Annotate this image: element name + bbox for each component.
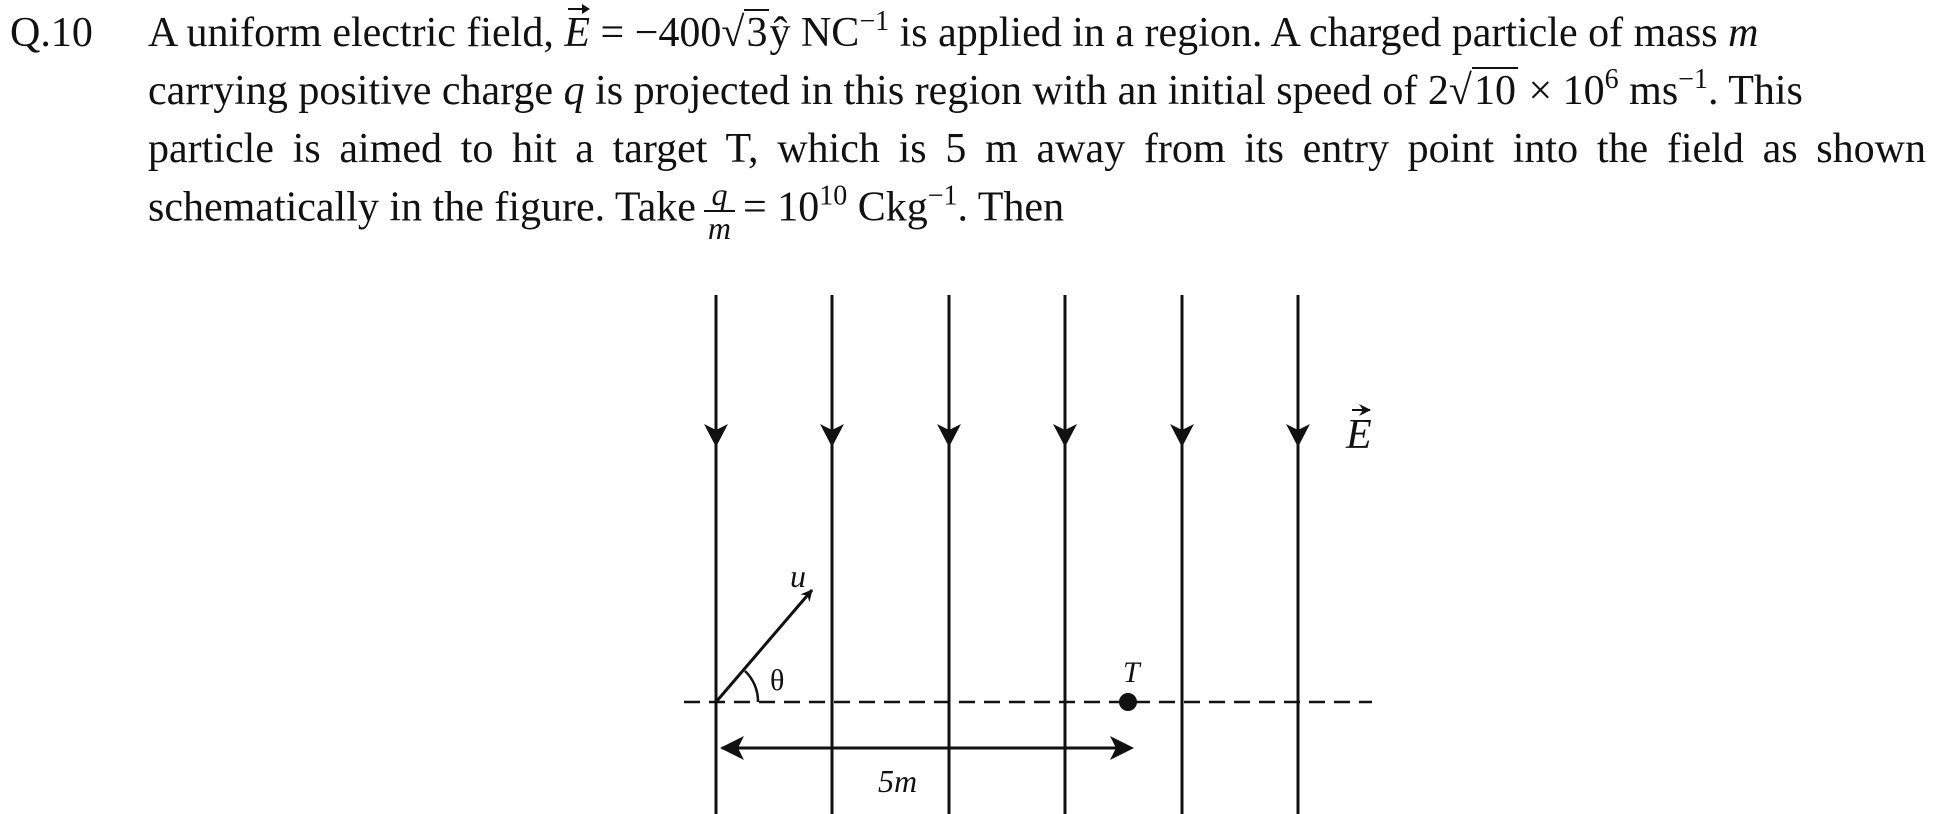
distance-arrow: [720, 736, 1134, 760]
sqrt-sign: √: [721, 10, 745, 56]
angle-arc: [745, 671, 758, 702]
velocity-arrow: [716, 590, 812, 702]
field-lines: [716, 295, 1298, 814]
field-label: [1345, 410, 1372, 458]
field-vector-symbol: E: [564, 4, 590, 62]
angle-label: θ: [770, 664, 785, 697]
question-number: Q.10: [10, 10, 93, 56]
question-line-2: carrying positive charge q is projected in this region with an initial speed of $2√10 \times 10^6$ $ms^{-1}$. This: [148, 62, 1926, 120]
field-label-text: E: [1346, 412, 1372, 458]
question-line-3: particle is aimed to hit a target T, which is 5 m away from its entry point into the field as shown: [148, 126, 1926, 172]
sqrt-radicand: 3: [746, 10, 768, 56]
target-label: T: [1123, 656, 1140, 689]
sqrt-sign: √: [1448, 68, 1472, 114]
charge-mass-fraction: $\frac{q}{m}$: [704, 178, 735, 244]
question-line-4: schematically in the figure. Take $\frac{q}{m}$ = $10^{10}$ Ckg$^{-1}$. Then: [148, 176, 1065, 246]
question-line-1: A uniform electric field, E = −400√3ŷ $NC^{-1}$ is applied in a region. A charged particle of mass m: [148, 4, 1926, 62]
field-arrowheads: [704, 424, 1310, 447]
sqrt-radicand: 10: [1473, 68, 1516, 114]
target-point: [1119, 693, 1137, 711]
velocity-label: u: [790, 558, 806, 594]
distance-label: 5m: [878, 763, 918, 799]
